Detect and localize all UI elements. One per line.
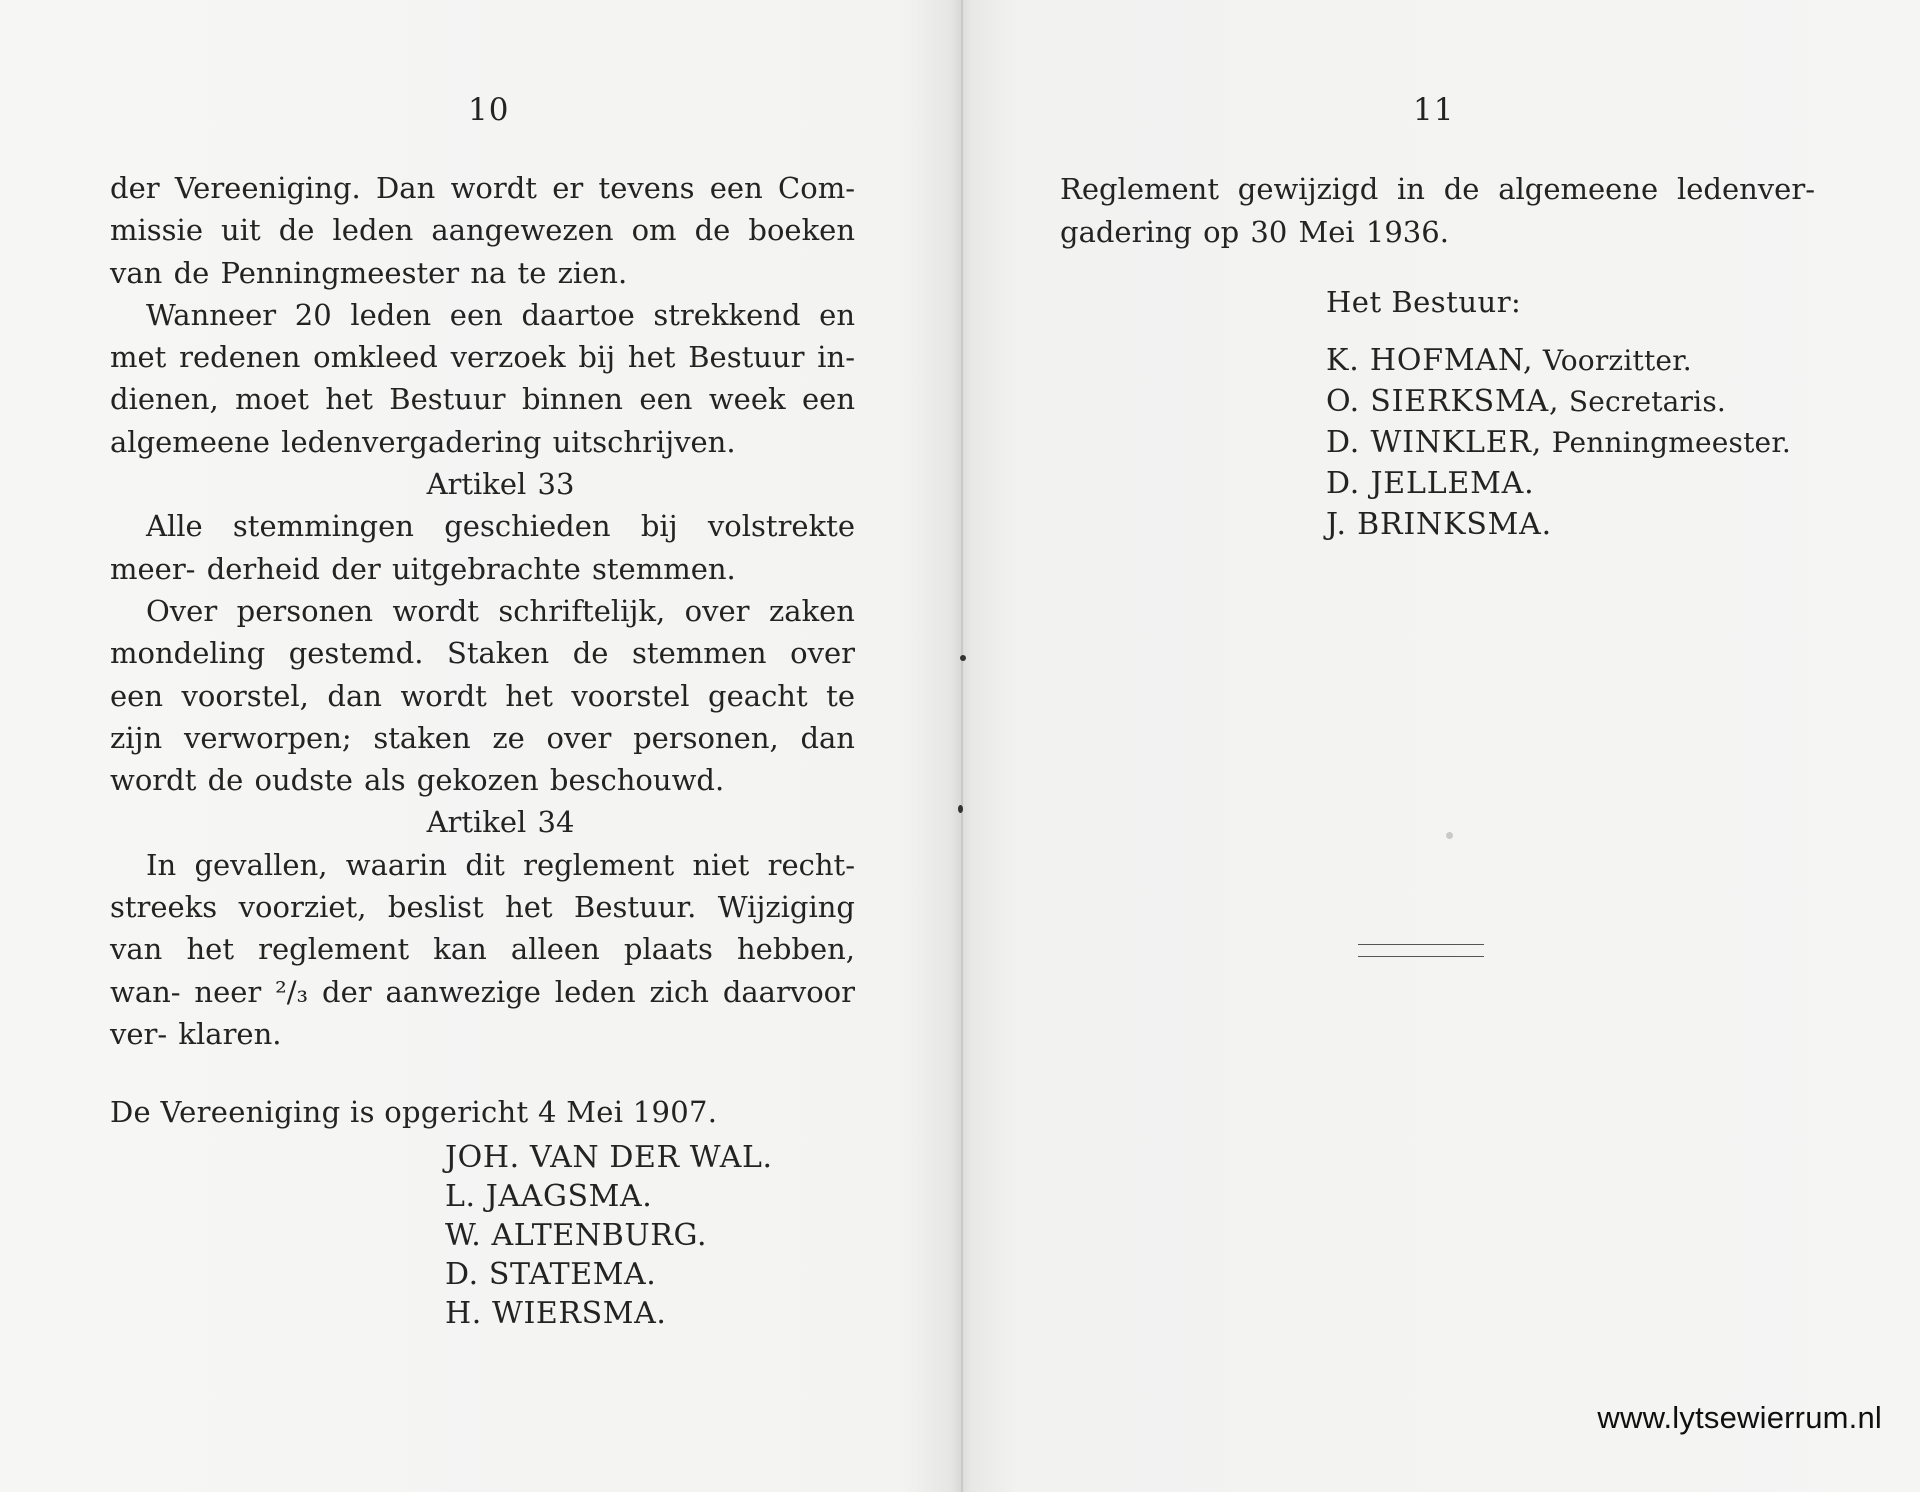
board-member (1326, 422, 1791, 463)
closing-rule (1358, 956, 1484, 957)
page-number: 11 (1413, 92, 1455, 128)
board-member (1326, 463, 1791, 504)
board-member-name: D. WINKLER, (1326, 425, 1543, 460)
board-member (1326, 504, 1791, 545)
board-member-list (1326, 340, 1791, 545)
founded-line: De Vereeniging is opgericht 4 Mei 1907. (110, 1095, 718, 1129)
article-34-heading: Artikel 34 (426, 805, 575, 840)
paragraph: Over personen wordt schriftelijk, over zaken mondeling gestemd. Staken de stemmen over een voorstel, dan wordt het voorstel geacht te zijn verworpen; staken ze over personen, dan wordt de oudste als gekozen beschouwd. (110, 593, 855, 798)
paper-speck (960, 655, 966, 661)
paragraph: der Vereeniging. Dan wordt er tevens een Com- missie uit de leden aangewezen om de boeken van de Penningmeester na te zien. (110, 171, 855, 290)
signatory: W. ALTENBURG. (445, 1218, 708, 1253)
board-member-name: D. JELLEMA. (1326, 466, 1535, 501)
left-page-body (110, 167, 855, 1055)
board-member-role: Penningmeester. (1551, 426, 1791, 459)
website-watermark: www.lytsewierrum.nl (1597, 1400, 1882, 1435)
signatory: L. JAAGSMA. (445, 1179, 653, 1214)
right-page (1060, 0, 1820, 1492)
signatory: H. WIERSMA. (445, 1296, 667, 1331)
board-member-role: Secretaris. (1568, 385, 1726, 418)
board-member-name: J. BRINKSMA. (1326, 507, 1552, 542)
board-heading: Het Bestuur: (1326, 285, 1522, 319)
paragraph: Alle stemmingen geschieden bij volstrekte meer- derheid der uitgebrachte stemmen. (110, 509, 855, 586)
board-member-name: O. SIERKSMA, (1326, 384, 1560, 419)
board-member (1326, 381, 1791, 422)
left-page (110, 0, 860, 1492)
board-member-name: K. HOFMAN, (1326, 343, 1534, 378)
closing-rule (1358, 944, 1484, 945)
page-number: 10 (468, 92, 510, 128)
article-33-heading: Artikel 33 (426, 467, 575, 502)
paper-speck (958, 805, 963, 813)
amendment-text: Reglement gewijzigd in de algemeene ledenver- gadering op 30 Mei 1936. (1060, 172, 1815, 249)
paragraph: In gevallen, waarin dit reglement niet recht- streeks voorziet, beslist het Bestuur. Wijziging van het reglement kan alleen plaats hebben, wan- neer ²/₃ der aanwezige leden zich daarvoor ver- klaren. (110, 847, 855, 1051)
signatory: D. STATEMA. (445, 1257, 657, 1292)
board-member (1326, 340, 1791, 381)
signatory: JOH. VAN DER WAL. (445, 1140, 773, 1175)
paragraph: Wanneer 20 leden een daartoe strekkend en met redenen omkleed verzoek bij het Bestuur in- dienen, moet het Bestuur binnen een week een algemeene ledenvergadering uitschrijven. (110, 297, 855, 459)
signatory-list (445, 1138, 773, 1333)
board-member-role: Voorzitter. (1542, 344, 1692, 377)
page-gutter (961, 0, 963, 1492)
